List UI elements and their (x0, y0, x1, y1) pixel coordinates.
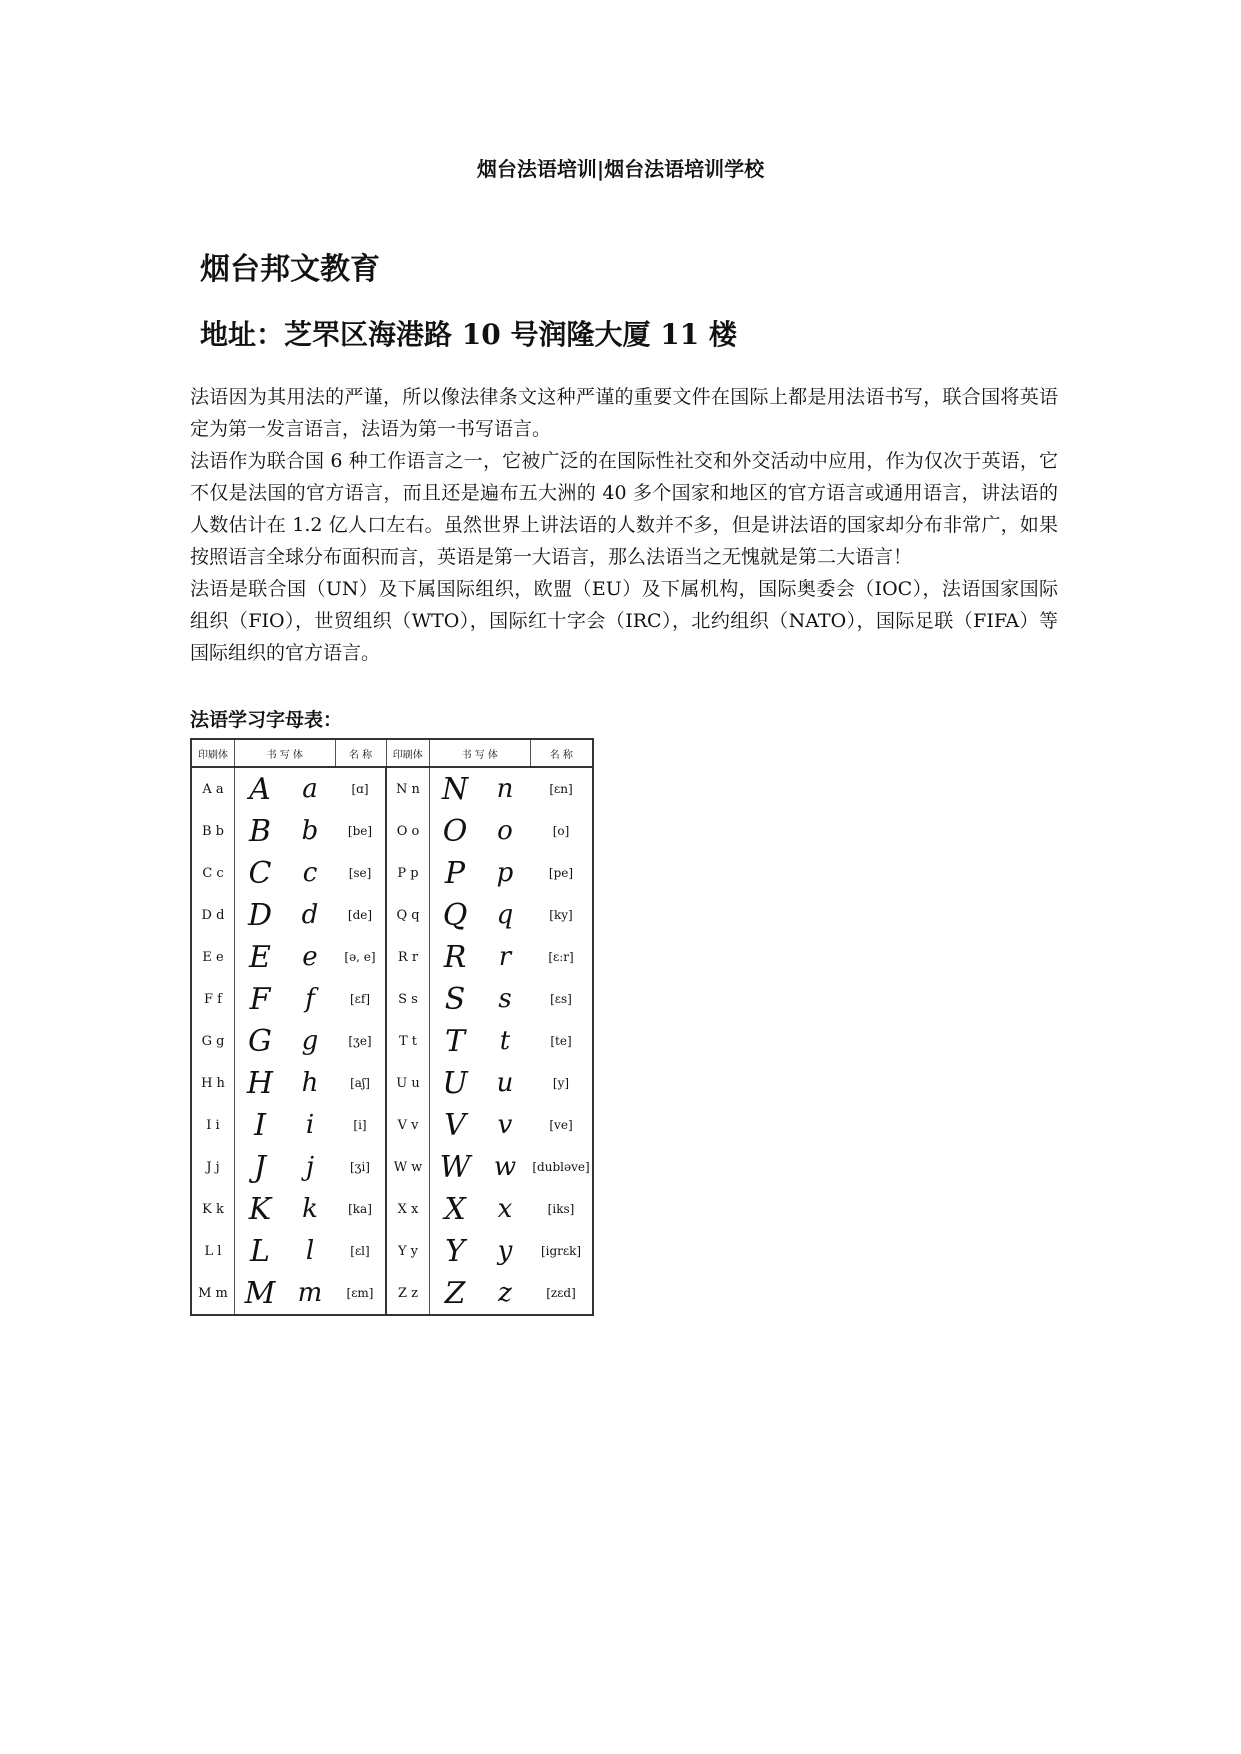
letter-script-upper: C (248, 855, 272, 891)
letter-script-lower: o (497, 816, 513, 846)
header-print: 印刷体 (386, 739, 430, 767)
letter-script-upper: G (248, 1023, 272, 1059)
letter-script-lower: h (301, 1068, 319, 1098)
letter-script-lower: p (496, 858, 514, 888)
letter-script-lower: x (497, 1194, 513, 1224)
letter-name: [se] (335, 852, 386, 894)
letter-script-lower: m (297, 1278, 323, 1308)
letter-script-lower: k (302, 1194, 318, 1224)
alphabet-table (190, 738, 594, 1316)
letter-script-upper: E (249, 939, 271, 975)
table-row (191, 1020, 593, 1062)
letter-name: [te] (550, 1034, 572, 1048)
letter-script-lower: g (301, 1026, 319, 1056)
letter-script-upper: V (444, 1107, 466, 1143)
letter-print: M m (191, 1272, 235, 1315)
letter-name: [ɛf] (335, 978, 386, 1020)
letter-print: R r (386, 936, 430, 978)
letter-script-upper: L (250, 1233, 270, 1269)
org-address: 地址：芝罘区海港路 10 号润隆大厦 11 楼 (200, 318, 737, 351)
letter-print: E e (191, 936, 235, 978)
header-name: 名 称 (530, 739, 593, 767)
table-header-row (191, 739, 593, 767)
alphabet-body (191, 767, 593, 1315)
letter-script-upper: Y (445, 1233, 465, 1269)
letter-script-lower: s (498, 984, 512, 1014)
letter-name: [iks] (547, 1202, 575, 1216)
table-row (191, 978, 593, 1020)
letter-print: O o (386, 810, 430, 852)
letter-script-lower: n (496, 774, 514, 804)
letter-print: Y y (386, 1230, 430, 1272)
letter-script-upper: B (248, 813, 272, 849)
letter-print: X x (386, 1188, 430, 1230)
letter-script-upper: P (444, 855, 466, 891)
paragraph: 法语是联合国（UN）及下属国际组织，欧盟（EU）及下属机构，国际奥委会（IOC），法语国家国际组织（FIO），世贸组织（WTO），国际红十字会（IRC），北约组织（NATO），国际足联（FIFA）等国际组织的官方语言。 (190, 578, 1058, 664)
letter-script-lower: v (497, 1110, 513, 1140)
table-row (191, 1230, 593, 1272)
letter-script-lower: i (305, 1110, 315, 1140)
table-row (191, 810, 593, 852)
header-script: 书 写 体 (430, 739, 531, 767)
table-row (191, 1188, 593, 1230)
letter-name: [ɑ] (335, 767, 386, 810)
letter-script-upper: K (248, 1191, 272, 1227)
letter-name: [ky] (549, 908, 573, 922)
table-row (191, 1104, 593, 1146)
letter-print: T t (386, 1020, 430, 1062)
letter-print: A a (191, 767, 235, 810)
letter-name: [pe] (548, 866, 574, 880)
letter-print: L l (191, 1230, 235, 1272)
table-row (191, 767, 593, 810)
letter-name: [ve] (549, 1118, 573, 1132)
letter-name: [be] (335, 810, 386, 852)
letter-script-upper: Z (444, 1275, 466, 1311)
letter-script-lower: e (302, 942, 318, 972)
letter-script-upper: W (439, 1149, 471, 1185)
letter-print: H h (191, 1062, 235, 1104)
header-print: 印刷体 (191, 739, 235, 767)
letter-print: K k (191, 1188, 235, 1230)
letter-script-lower: t (499, 1026, 511, 1056)
letter-name: [ka] (335, 1188, 386, 1230)
page-title: 烟台法语培训|烟台法语培训学校 (476, 157, 765, 181)
letter-script-upper: X (444, 1191, 466, 1227)
letter-script-upper: U (442, 1065, 468, 1101)
letter-print: U u (386, 1062, 430, 1104)
letter-script-lower: u (496, 1068, 514, 1098)
letter-script-upper: H (246, 1065, 274, 1101)
letter-script-lower: b (301, 816, 319, 846)
alphabet-heading: 法语学习字母表： (190, 709, 343, 731)
letter-print: D d (191, 894, 235, 936)
letter-script-upper: A (249, 771, 271, 807)
letter-name: [o] (552, 824, 570, 838)
letter-print: C c (191, 852, 235, 894)
letter-name: [ɛn] (549, 782, 573, 796)
header-script: 书 写 体 (235, 739, 336, 767)
letter-print: S s (386, 978, 430, 1020)
letter-script-upper: Q (442, 897, 468, 933)
letter-name: [ɛm] (335, 1272, 386, 1315)
paragraph: 法语因为其用法的严谨，所以像法律条文这种严谨的重要文件在国际上都是用法语书写，联合国将英语定为第一发言语言，法语为第一书写语言。 (190, 386, 1058, 440)
letter-script-upper: F (249, 981, 271, 1017)
letter-name: [ʒe] (335, 1020, 386, 1062)
letter-script-lower: c (302, 858, 318, 888)
letter-script-upper: R (443, 939, 467, 975)
letter-print: N n (386, 767, 430, 810)
letter-script-upper: T (444, 1023, 465, 1059)
table-row (191, 1272, 593, 1315)
letter-print: G g (191, 1020, 235, 1062)
letter-script-upper: N (441, 771, 469, 807)
letter-print: Z z (386, 1272, 430, 1315)
letter-script-upper: M (244, 1275, 276, 1311)
letter-script-upper: I (254, 1107, 266, 1143)
letter-name: [de] (335, 894, 386, 936)
letter-name: [y] (552, 1076, 570, 1090)
letter-script-upper: J (253, 1149, 267, 1185)
letter-script-lower: q (496, 900, 514, 930)
letter-name: [ɛːr] (548, 950, 574, 964)
table-row (191, 1062, 593, 1104)
table-row (191, 852, 593, 894)
letter-script-lower: j (305, 1152, 315, 1182)
letter-script-lower: w (493, 1152, 517, 1182)
paragraph: 法语作为联合国 6 种工作语言之一，它被广泛的在国际性社交和外交活动中应用，作为仅次于英语，它不仅是法国的官方语言，而且还是遍布五大洲的 40 多个国家和地区的官方语言或通用语言，讲法语的人数估计在 1.2 亿人口左右。虽然世界上讲法语的人数并不多，但是讲法语的国家却分布非常广，如果按照语言全球分布面积而言，英语是第一大语言，那么法语当之无愧就是第二大语言！ (190, 450, 1058, 568)
letter-name: [igrɛk] (540, 1244, 582, 1258)
letter-print: V v (386, 1104, 430, 1146)
letter-script-lower: a (302, 774, 318, 804)
letter-name: [aʃ] (335, 1062, 386, 1104)
letter-script-lower: l (305, 1236, 315, 1266)
letter-script-lower: z (498, 1278, 512, 1308)
letter-script-upper: O (442, 813, 468, 849)
letter-print: W w (386, 1146, 430, 1188)
letter-script-lower: f (305, 984, 315, 1014)
letter-script-upper: S (444, 981, 466, 1017)
letter-name: [ə, e] (335, 936, 386, 978)
table-row (191, 936, 593, 978)
letter-print: J j (191, 1146, 235, 1188)
letter-print: P p (386, 852, 430, 894)
letter-script-upper: D (247, 897, 273, 933)
letter-print: I i (191, 1104, 235, 1146)
letter-print: F f (191, 978, 235, 1020)
letter-script-lower: r (498, 942, 512, 972)
letter-name: [ɛs] (550, 992, 572, 1006)
header-name: 名 称 (335, 739, 386, 767)
letter-name: [dubləve] (532, 1160, 590, 1174)
letter-name: [ɛl] (335, 1230, 386, 1272)
letter-name: [i] (335, 1104, 386, 1146)
table-row (191, 894, 593, 936)
letter-print: B b (191, 810, 235, 852)
letter-script-lower: y (497, 1236, 513, 1266)
table-row (191, 1146, 593, 1188)
letter-name: [ʒi] (335, 1146, 386, 1188)
letter-print: Q q (386, 894, 430, 936)
letter-script-lower: d (301, 900, 319, 930)
body-text (190, 381, 1058, 669)
org-name: 烟台邦文教育 (200, 252, 380, 287)
letter-name: [zɛd] (546, 1286, 576, 1300)
